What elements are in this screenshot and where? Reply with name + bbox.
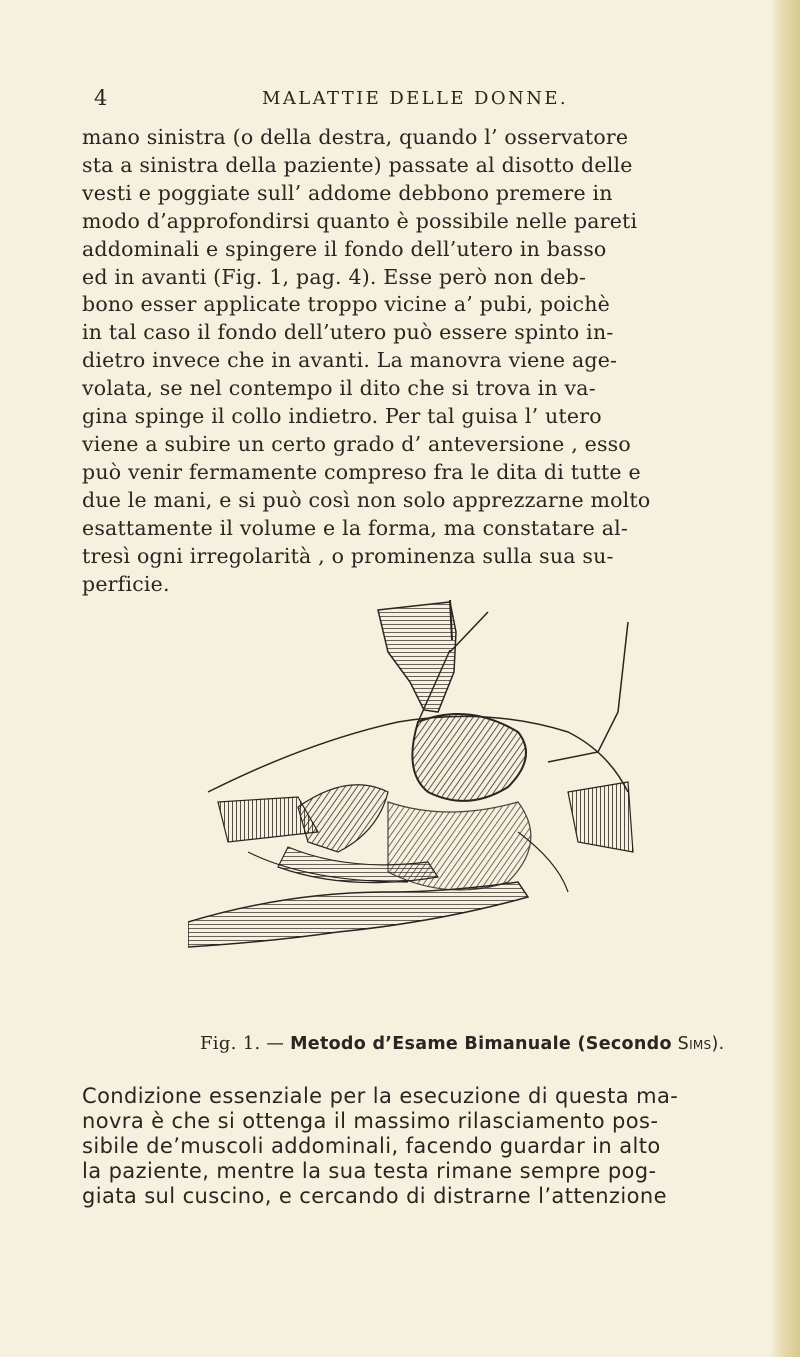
running-head: MALATTIE DELLE DONNE. [262,88,569,109]
paragraph-2 [82,1084,742,1209]
text-line: bono esser applicate troppo vicine a’ pubi, poichè [82,292,610,317]
text-line: giata sul cuscino, e cercando di distrarne l’attenzione [82,1184,667,1208]
text-line: mano sinistra (o della destra, quando l’ osservatore [82,125,629,149]
text-line: modo d’approfondirsi quanto è possibile nelle pareti [82,208,638,233]
text-line: sibile de’muscoli addominali, facendo guardar in alto [82,1134,661,1158]
caption-end: ). [711,1034,725,1054]
caption-dash: — [266,1034,285,1054]
page-number: 4 [94,86,109,110]
bimanual-exam-drawing [188,592,648,954]
page-header [0,86,800,116]
figure-caption [200,1033,724,1054]
caption-label: Fig. 1. [200,1033,261,1054]
page-edge [770,0,800,1357]
caption-author: Sims [677,1034,712,1054]
text-line: sta a sinistra della paziente) passate al disotto delle [82,152,633,177]
text-line: la paziente, mentre la sua testa rimane sempre pog- [82,1159,657,1183]
text-line: novra è che si ottenga il massimo rilasciamento pos- [82,1109,659,1133]
text-line: due le mani, e si può così non solo apprezzarne molto [82,487,651,512]
text-line: esattamente il volume e la forma, ma constatare al- [82,515,628,540]
text-line: Condizione essenziale per la esecuzione di questa ma- [82,1084,679,1108]
text-line: addominali e spingere il fondo dell’utero in basso [82,236,607,261]
text-line: dietro invece che in avanti. La manovra viene age- [82,348,618,373]
text-line: in tal caso il fondo dell’utero può essere spinto in- [82,320,614,345]
text-line: vesti e poggiate sull’ addome debbono premere in [82,180,613,205]
anatomical-illustration [188,592,648,954]
text-line: ed in avanti (Fig. 1, pag. 4). Esse però non deb- [82,264,587,289]
text-line: volata, se nel contempo il dito che si trova in va- [82,376,596,401]
text-line: può venir fermamente compreso fra le dita di tutte e [82,459,641,484]
uterus [412,714,526,801]
text-line: gina spinge il collo indietro. Per tal guisa l’ utero [82,404,602,429]
caption-title: Metodo d’Esame Bimanuale (Secondo [290,1034,672,1054]
text-line: tresì ogni irregolarità , o prominenza sulla sua su- [82,543,614,568]
upper-hand [378,600,488,722]
text-line: viene a subire un certo grado d’ anteversione , esso [82,431,631,456]
text-line: perficie. [82,571,170,596]
paragraph-1 [82,124,742,598]
